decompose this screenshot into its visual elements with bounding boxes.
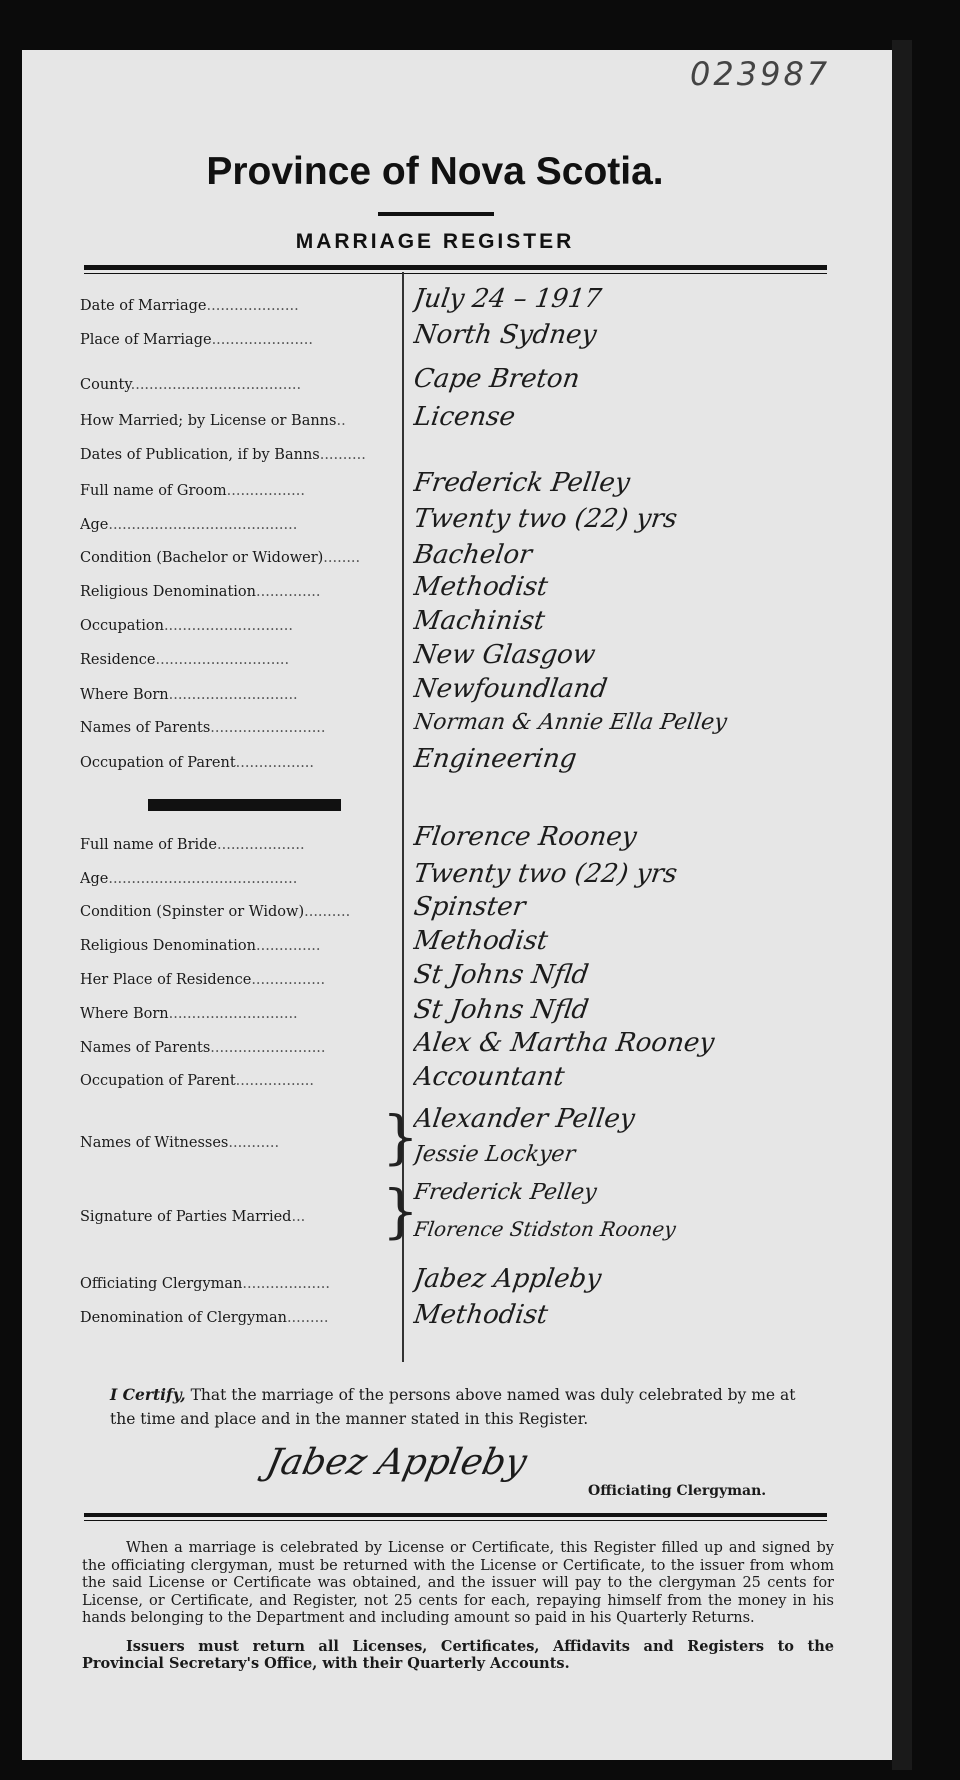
field-label-bride-condition: Condition (Spinster or Widow).......... bbox=[80, 904, 351, 920]
field-value-place-of-marriage: North Sydney bbox=[411, 320, 599, 350]
field-label-date-of-marriage: Date of Marriage.................... bbox=[80, 298, 299, 314]
field-value-county: Cape Breton bbox=[411, 364, 582, 394]
field-value-bride-where-born: St Johns Nfld bbox=[411, 995, 591, 1025]
issuer-instructions: Issuers must return all Licenses, Certificates, Affidavits and Registers to the Provincial Secretary's Office, with their Quarterly Accounts. bbox=[82, 1637, 834, 1672]
field-label-county: County..................................... bbox=[80, 377, 302, 393]
field-value-full-name-of-bride: Florence Rooney bbox=[411, 822, 639, 852]
field-value-groom-residence: New Glasgow bbox=[411, 640, 598, 670]
footer-rule-thick bbox=[84, 1513, 827, 1517]
field-value-groom-parent-occupation: Engineering bbox=[411, 744, 579, 774]
header-rule-thick bbox=[84, 265, 827, 270]
field-label-groom-parent-occupation: Occupation of Parent................. bbox=[80, 755, 315, 771]
document-title: Province of Nova Scotia. bbox=[206, 150, 664, 193]
field-value-witness-2: Jessie Lockyer bbox=[412, 1142, 577, 1167]
signatures-brace: } bbox=[382, 1177, 419, 1245]
page-edge bbox=[892, 40, 912, 1770]
field-value-bride-age: Twenty two (22) yrs bbox=[411, 859, 680, 889]
field-label-groom-residence: Residence............................. bbox=[80, 652, 290, 668]
field-label-dates-of-publication: Dates of Publication, if by Banns.......... bbox=[80, 447, 366, 463]
field-value-groom-age: Twenty two (22) yrs bbox=[411, 504, 680, 534]
field-value-bride-religion: Methodist bbox=[411, 926, 550, 956]
field-label-officiating-clergyman: Officiating Clergyman................... bbox=[80, 1276, 330, 1292]
field-label-groom-where-born: Where Born............................ bbox=[80, 687, 298, 703]
field-value-groom-where-born: Newfoundland bbox=[411, 674, 610, 704]
field-label-full-name-of-bride: Full name of Bride................... bbox=[80, 837, 305, 853]
field-value-groom-parents: Norman & Annie Ella Pelley bbox=[412, 710, 729, 735]
field-label-clergy-denomination: Denomination of Clergyman......... bbox=[80, 1310, 329, 1326]
field-value-dates-of-publication bbox=[412, 436, 887, 470]
field-value-groom-condition: Bachelor bbox=[411, 540, 534, 570]
field-label-place-of-marriage: Place of Marriage...................... bbox=[80, 332, 313, 348]
document-subtitle: MARRIAGE REGISTER bbox=[295, 230, 575, 253]
field-label-groom-occupation: Occupation............................ bbox=[80, 618, 293, 634]
field-label-bride-religion: Religious Denomination.............. bbox=[80, 938, 321, 954]
witnesses-brace: } bbox=[382, 1103, 419, 1171]
header-rule-thin bbox=[84, 273, 827, 274]
title-underline bbox=[378, 212, 494, 216]
certify-lead: I Certify, bbox=[110, 1385, 186, 1404]
clergyman-signature: Jabez Appleby bbox=[262, 1442, 531, 1483]
signature-caption: Officiating Clergyman. bbox=[588, 1483, 767, 1499]
field-value-date-of-marriage: July 24 – 1917 bbox=[411, 284, 604, 314]
field-value-bride-parents: Alex & Martha Rooney bbox=[411, 1028, 717, 1058]
field-label-groom-age: Age......................................... bbox=[80, 517, 298, 533]
field-value-how-married: License bbox=[411, 402, 518, 432]
section-separator-bar bbox=[148, 799, 341, 811]
field-value-groom-religion: Methodist bbox=[411, 572, 550, 602]
return-instructions: When a marriage is celebrated by License or Certificate, this Register filled up and signed by the officiating clergyman, must be returned with the License or Certificate, to the issuer from whom the said License or Certificate was obtained, and the issuer will pay to the clergyman 25 cents for License, or Certificate, and Register, not 25 cents for each, repaying himself from the money in his hands belonging to the Department and including amount so paid in his Quarterly Returns. bbox=[82, 1540, 834, 1626]
field-value-officiating-clergyman: Jabez Appleby bbox=[411, 1264, 604, 1294]
footer-rule-thin bbox=[84, 1520, 827, 1521]
field-value-witness-1: Alexander Pelley bbox=[411, 1104, 637, 1134]
certification-text bbox=[110, 1383, 810, 1431]
field-label-bride-parent-occupation: Occupation of Parent................. bbox=[80, 1073, 315, 1089]
field-value-clergy-denomination: Methodist bbox=[411, 1300, 550, 1330]
field-label-groom-parents: Names of Parents......................... bbox=[80, 720, 326, 736]
field-value-signature-bride: Florence Stidston Rooney bbox=[412, 1217, 678, 1241]
field-label-witnesses: Names of Witnesses........... bbox=[80, 1135, 280, 1151]
field-label-bride-parents: Names of Parents......................... bbox=[80, 1040, 326, 1056]
field-label-groom-condition: Condition (Bachelor or Widower)........ bbox=[80, 550, 361, 566]
certify-body: That the marriage of the persons above named was duly celebrated by me at the time and place and in the manner stated in this Register. bbox=[110, 1386, 796, 1428]
field-value-bride-condition: Spinster bbox=[411, 892, 528, 922]
field-value-groom-occupation: Machinist bbox=[411, 606, 547, 636]
field-label-bride-residence: Her Place of Residence................ bbox=[80, 972, 326, 988]
footer-notes bbox=[82, 1540, 834, 1683]
field-label-groom-religion: Religious Denomination.............. bbox=[80, 584, 321, 600]
field-label-signatures: Signature of Parties Married... bbox=[80, 1209, 306, 1225]
field-value-bride-residence: St Johns Nfld bbox=[411, 960, 591, 990]
field-value-bride-parent-occupation: Accountant bbox=[411, 1062, 567, 1092]
field-label-how-married: How Married; by License or Banns.. bbox=[80, 413, 346, 429]
field-value-full-name-of-groom: Frederick Pelley bbox=[411, 468, 632, 498]
field-label-full-name-of-groom: Full name of Groom................. bbox=[80, 483, 305, 499]
field-label-bride-age: Age......................................... bbox=[80, 871, 298, 887]
field-label-bride-where-born: Where Born............................ bbox=[80, 1006, 298, 1022]
serial-number: 023987 bbox=[690, 55, 831, 93]
field-value-signature-groom: Frederick Pelley bbox=[412, 1180, 599, 1205]
